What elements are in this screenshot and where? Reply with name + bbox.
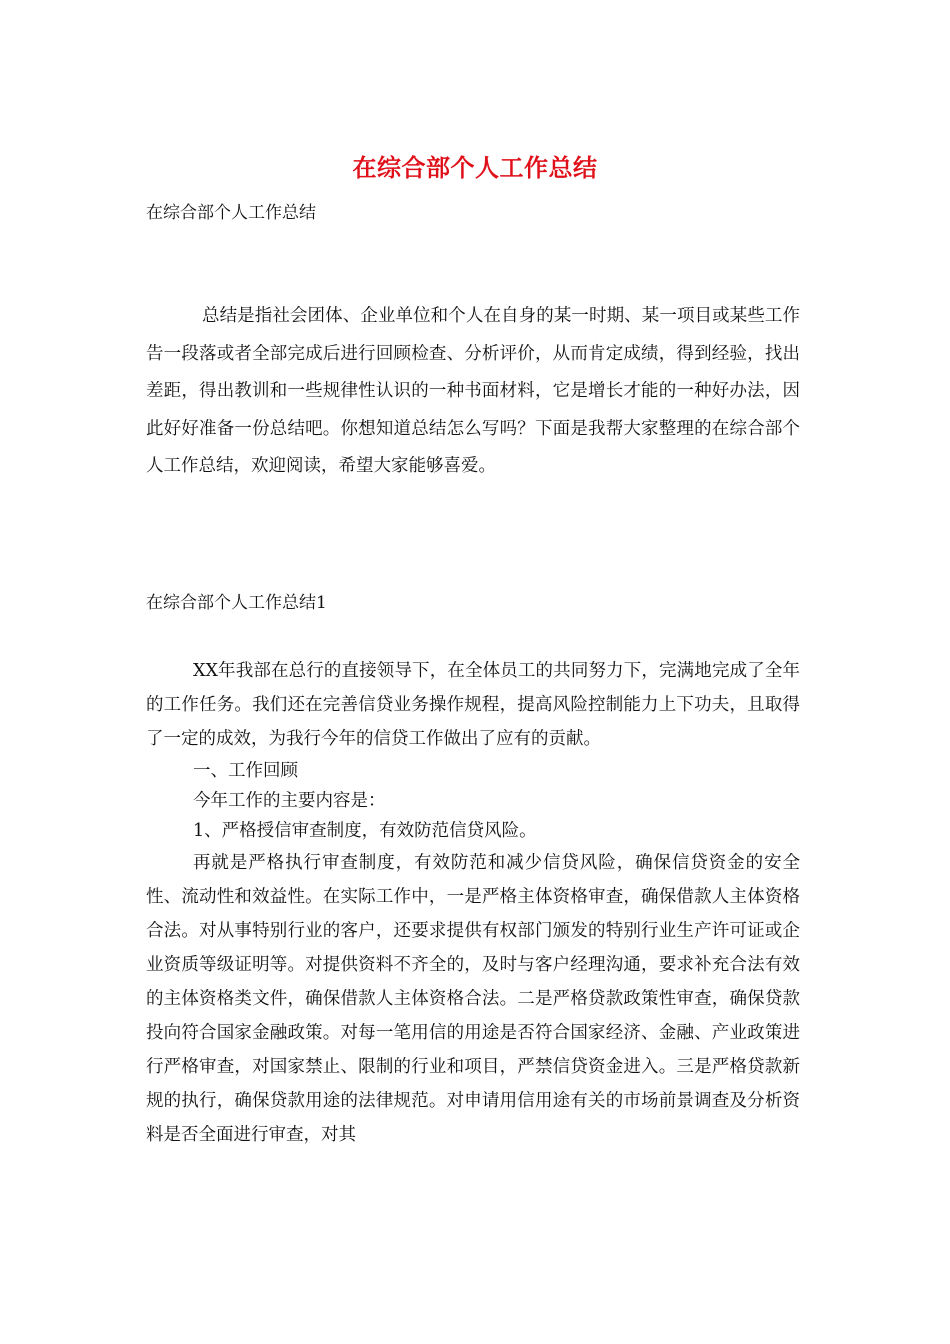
document-title: 在综合部个人工作总结 (352, 153, 598, 182)
body-paragraph: 一、工作回顾 (193, 761, 298, 781)
body-paragraph: XX年我部在总行的直接领导下，在全体员工的共同努力下，完满地完成了全年的工作任务。我们还在完善信贷业务操作规程，提高风险控制能力上下功夫，且取得了一定的成效，为我行今年的信贷工作做出了应有的贡献。 (146, 661, 800, 749)
body-paragraph: 今年工作的主要内容是： (193, 791, 386, 811)
section-body (146, 654, 800, 1152)
intro-paragraph: 总结是指社会团体、企业单位和个人在自身的某一时期、某一项目或某些工作告一段落或者全部完成后进行回顾检查、分析评价，从而肯定成绩，得到经验，找出差距，得出教训和一些规律性认识的一种书面材料，它是增长才能的一种好办法，因此好好准备一份总结吧。你想知道总结怎么写吗？下面是我帮大家整理的在综合部个人工作总结，欢迎阅读，希望大家能够喜爱。 (146, 306, 800, 476)
body-paragraph: 再就是严格执行审查制度，有效防范和减少信贷风险，确保信贷资金的安全性、流动性和效益性。在实际工作中，一是严格主体资格审查，确保借款人主体资格合法。对从事特别行业的客户，还要求提供有权部门颁发的特别行业生产许可证或企业资质等级证明等。对提供资料不齐全的，及时与客户经理沟通，要求补充合法有效的主体资格类文件，确保借款人主体资格合法。二是严格贷款政策性审查，确保贷款投向符合国家金融政策。对每一笔用信的用途是否符合国家经济、金融、产业政策进行严格审查，对国家禁止、限制的行业和项目，严禁信贷资金进入。三是严格贷款新规的执行，确保贷款用途的法律规范。对申请用信用途有关的市场前景调查及分析资料是否全面进行审查，对其 (146, 853, 800, 1145)
document-subtitle: 在综合部个人工作总结 (146, 203, 316, 223)
section-heading: 在综合部个人工作总结1 (146, 593, 327, 613)
body-paragraph: 1、严格授信审查制度，有效防范信贷风险。 (193, 821, 537, 841)
